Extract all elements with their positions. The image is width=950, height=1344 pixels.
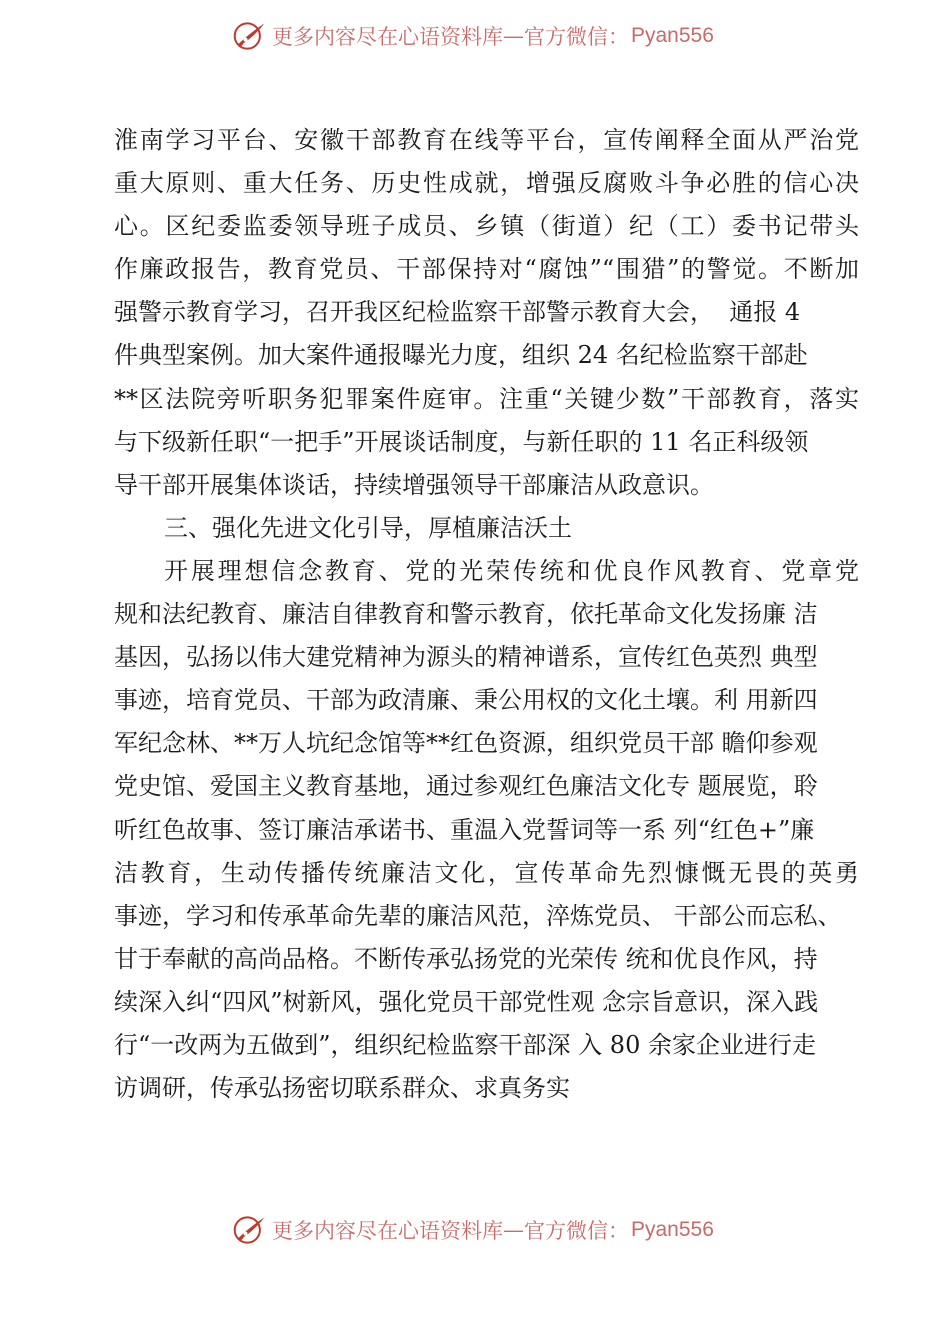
- body-line: 规和法纪教育、廉洁自律教育和警示教育，依托革命文化发扬廉 洁: [114, 600, 818, 629]
- banner-text: 更多内容尽在心语资料库: [272, 1219, 503, 1243]
- body-line: 洁教育，生动传播传统廉洁文化，宣传革命先烈慷慨无畏的英勇: [114, 858, 859, 887]
- banner-text: 更多内容尽在心语资料库: [272, 25, 503, 49]
- body-line: 重大原则、重大任务、历史性成就，增强反腐败斗争必胜的信心决: [114, 169, 859, 198]
- body-line: 导干部开展集体谈话，持续增强领导干部廉洁从政意识。: [114, 470, 714, 499]
- body-line: 党史馆、爱国主义教育基地，通过参观红色廉洁文化专 题展览，聆: [114, 772, 818, 801]
- body-line: 续深入纠“四风”树新风，强化党员干部党性观 念宗旨意识，深入践: [114, 987, 819, 1016]
- body-line: 开展理想信念教育、党的光荣传统和优良作风教育、党章党: [164, 556, 859, 585]
- body-line: 事迹，培育党员、干部为政清廉、秉公用权的文化土壤。利 用新四: [114, 686, 818, 715]
- body-line: 行“一改两为五做到”，组织纪检监察干部深 入 80 余家企业进行走: [114, 1030, 816, 1059]
- body-line: 淮南学习平台、安徽干部教育在线等平台，宣传阐释全面从严治党: [114, 126, 859, 154]
- banner-separator: —: [503, 1218, 524, 1242]
- footer-banner: [232, 1210, 714, 1250]
- body-line: **区法院旁听职务犯罪案件庭审。注重“关键少数”干部教育，落实: [114, 384, 859, 413]
- banner-wechat-label: 官方微信: [524, 1219, 608, 1243]
- header-banner: [232, 16, 714, 56]
- body-line: 件典型案例。加大案件通报曝光力度，组织 24 名纪检监察干部赴: [114, 341, 808, 370]
- body-line: 作廉政报告，教育党员、干部保持对“腐蚀”“围猎”的警觉。不断加: [114, 255, 859, 284]
- body-line: 听红色故事、签订廉洁承诺书、重温入党誓词等一系 列“红色+”廉: [114, 815, 815, 844]
- quill-pen-logo-icon: [232, 1212, 268, 1248]
- body-line: 事迹，学习和传承革命先辈的廉洁风范，淬炼党员、 干部公而忘私、: [114, 901, 842, 930]
- body-line: 访调研，传承弘扬密切联系群众、求真务实: [114, 1074, 570, 1103]
- banner-colon: ：: [608, 25, 629, 49]
- banner-wechat-id: Pyan556: [631, 24, 714, 47]
- body-line: 甘于奉献的高尚品格。不断传承弘扬党的光荣传 统和优良作风，持: [114, 944, 818, 973]
- body-line: 基因，弘扬以伟大建党精神为源头的精神谱系，宣传红色英烈 典型: [114, 643, 818, 672]
- section-heading: 三、强化先进文化引导，厚植廉洁沃土: [164, 513, 572, 542]
- body-line: 心。区纪委监委领导班子成员、乡镇（街道）纪（工）委书记带头: [114, 212, 859, 241]
- banner-wechat-label: 官方微信: [524, 25, 608, 49]
- document-body: [114, 119, 859, 1110]
- body-line: 强警示教育学习，召开我区纪检监察干部警示教育大会， 通报 4: [114, 298, 801, 327]
- body-line: 军纪念林、**万人坑纪念馆等**红色资源，组织党员干部 瞻仰参观: [114, 729, 818, 758]
- banner-separator: —: [503, 24, 524, 48]
- banner-wechat-id: Pyan556: [631, 1218, 714, 1241]
- body-line: 与下级新任职“一把手”开展谈话制度，与新任职的 11 名正科级领: [114, 427, 809, 456]
- banner-colon: ：: [608, 1219, 629, 1243]
- quill-pen-logo-icon: [232, 18, 268, 54]
